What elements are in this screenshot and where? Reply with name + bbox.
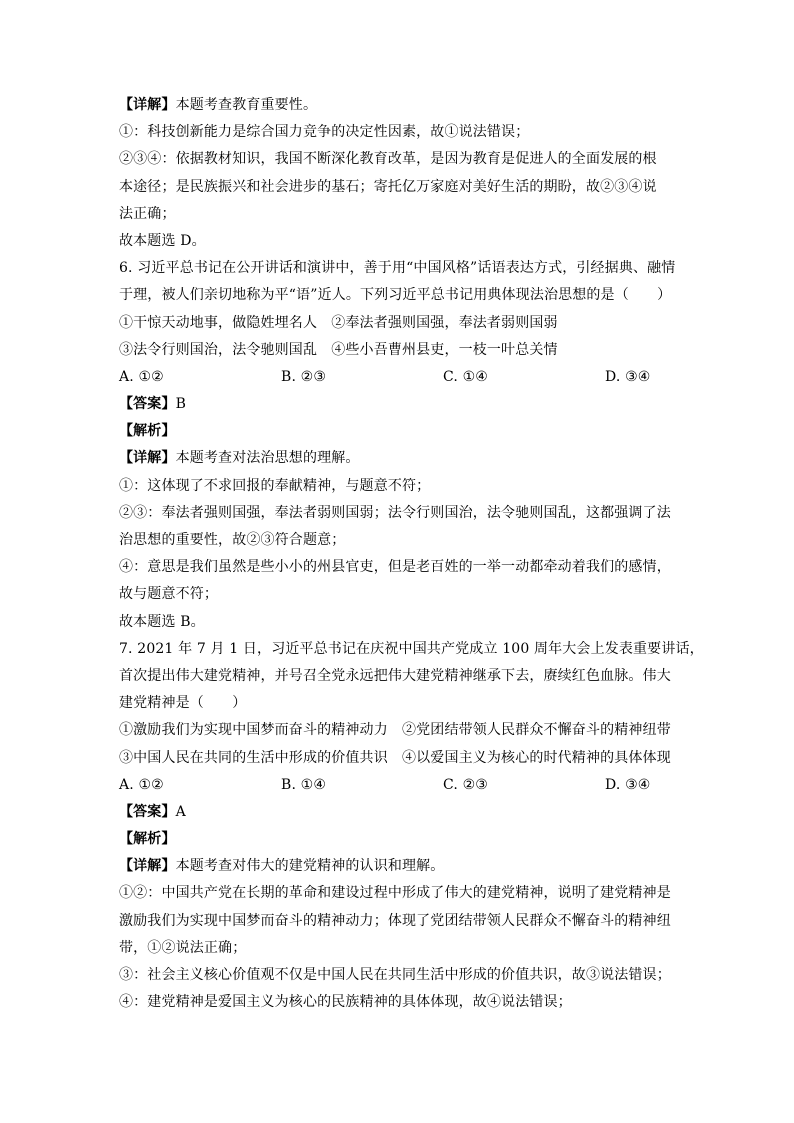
- text-line: [119, 663, 679, 690]
- line-text: 治思想的重要性，故②③符合题意；: [119, 532, 346, 548]
- answer-option: D. ③④: [605, 776, 651, 793]
- text-line: [119, 745, 679, 772]
- text-line: [119, 527, 679, 554]
- line-text: 故与题意不符；: [119, 586, 219, 603]
- section-line: [119, 826, 679, 853]
- line-text: 本题考查教育重要性。: [175, 97, 318, 113]
- section-line: [119, 799, 679, 826]
- text-line: [119, 908, 679, 935]
- text-line: [119, 989, 679, 1016]
- text-line: [119, 337, 679, 364]
- line-text: 首次提出伟大建党精神，并号召全党永远把伟大建党精神继承下去，赓续红色血脉。伟大: [119, 667, 671, 684]
- text-line: [119, 146, 679, 173]
- line-text: ①：科技创新能力是综合国力竞争的决定性因素，故①说法错误；: [119, 124, 530, 141]
- line-text: 7. 2021 年 7 月 1 日，习近平总书记在庆祝中国共产党成立 100 周年大会上发表重要讲话，: [119, 640, 704, 657]
- line-text: 6. 习近平总书记在公开讲话和演讲中，善于用“中国风格”话语表达方式，引经据典、融情: [119, 260, 676, 277]
- line-text: ③：社会主义核心价值观不仅是中国人民在共同生活中形成的价值共识，故③说法错误；: [119, 967, 671, 983]
- line-text: 法正确；: [119, 205, 176, 222]
- section-label: 【详解】: [119, 858, 176, 875]
- text-line: [119, 581, 679, 608]
- section-line: [119, 92, 679, 119]
- answer-option: C. ①④: [443, 368, 488, 385]
- section-line: [119, 445, 679, 472]
- text-line: [119, 717, 679, 744]
- section-label: 【解析】: [119, 831, 176, 848]
- text-line: [119, 174, 679, 201]
- answer-option: D. ③④: [605, 368, 651, 385]
- document-body: [119, 92, 704, 1016]
- section-line: [119, 418, 679, 445]
- text-line: [119, 636, 704, 663]
- text-line: [119, 282, 679, 309]
- answer-option: A. ①②: [119, 368, 164, 385]
- line-text: ①②：中国共产党在长期的革命和建设过程中形成了伟大的建党精神，说明了建党精神是: [119, 885, 671, 902]
- line-text: 本题考查对法治思想的理解。: [175, 450, 360, 467]
- line-text: ①激励我们为实现中国梦而奋斗的精神动力 ②党团结带领人民群众不懈奋斗的精神纽带: [119, 722, 671, 739]
- line-text: ④：意思是我们虽然是些小小的州县官吏，但是老百姓的一举一动都牵动着我们的感情，: [119, 559, 671, 576]
- text-line: [119, 228, 679, 255]
- line-text: ③法令行则国治，法令驰则国乱 ④些小吾曹州县吏，一枝一叶总关情: [119, 341, 558, 358]
- text-line: [119, 255, 679, 282]
- line-text: ②③④：依据教材知识，我国不断深化教育改革，是因为教育是促进人的全面发展的根: [119, 151, 657, 168]
- section-label: 【答案】: [119, 396, 176, 413]
- section-line: [119, 853, 679, 880]
- section-label: 【详解】: [119, 450, 176, 467]
- line-text: A: [175, 803, 186, 820]
- answer-option: B. ②③: [281, 368, 327, 385]
- text-line: [119, 880, 679, 907]
- answer-options: [119, 772, 679, 799]
- text-line: [119, 201, 679, 228]
- line-text: B: [175, 396, 187, 413]
- line-text: 带，①②说法正确；: [119, 939, 247, 956]
- text-line: [119, 935, 679, 962]
- answer-option: B. ①④: [281, 776, 327, 793]
- text-line: [119, 554, 679, 581]
- text-line: [119, 473, 679, 500]
- line-text: 建党精神是（ ）: [119, 695, 247, 712]
- text-line: [119, 690, 679, 717]
- line-text: ③中国人民在共同的生活中形成的价值共识 ④以爱国主义为核心的时代精神的具体体现: [119, 749, 671, 766]
- answer-options: [119, 364, 679, 391]
- section-label: 【解析】: [119, 423, 176, 440]
- answer-option: C. ②③: [443, 776, 488, 793]
- line-text: 本途径；是民族振兴和社会进步的基石；寄托亿万家庭对美好生活的期盼，故②③④说: [119, 178, 657, 195]
- line-text: 于理，被人们亲切地称为平“语”近人。下列习近平总书记用典体现法治思想的是（ ）: [119, 287, 672, 304]
- section-label: 【详解】: [119, 97, 176, 113]
- text-line: [119, 310, 679, 337]
- text-line: [119, 609, 679, 636]
- line-text: ④：建党精神是爱国主义为核心的民族精神的具体体现，故④说法错误；: [119, 994, 572, 1011]
- line-text: ①：这体现了不求回报的奉献精神，与题意不符；: [119, 477, 431, 494]
- section-line: [119, 391, 679, 418]
- text-line: [119, 119, 679, 146]
- line-text: 故本题选 D。: [119, 232, 206, 249]
- answer-option: A. ①②: [119, 776, 164, 793]
- line-text: 激励我们为实现中国梦而奋斗的精神动力；体现了党团结带领人民群众不懈奋斗的精神纽: [119, 912, 671, 929]
- section-label: 【答案】: [119, 803, 176, 820]
- line-text: ①干惊天动地事，做隐姓埋名人 ②奉法者强则国强，奉法者弱则国弱: [119, 314, 558, 331]
- line-text: 本题考查对伟大的建党精神的认识和理解。: [175, 858, 445, 875]
- line-text: 故本题选 B。: [119, 613, 205, 630]
- line-text: ②③：奉法者强则国强，奉法者弱则国弱；法令行则国治，法令驰则国乱，这都强调了法: [119, 504, 671, 521]
- text-line: [119, 500, 679, 527]
- text-line: [119, 962, 679, 989]
